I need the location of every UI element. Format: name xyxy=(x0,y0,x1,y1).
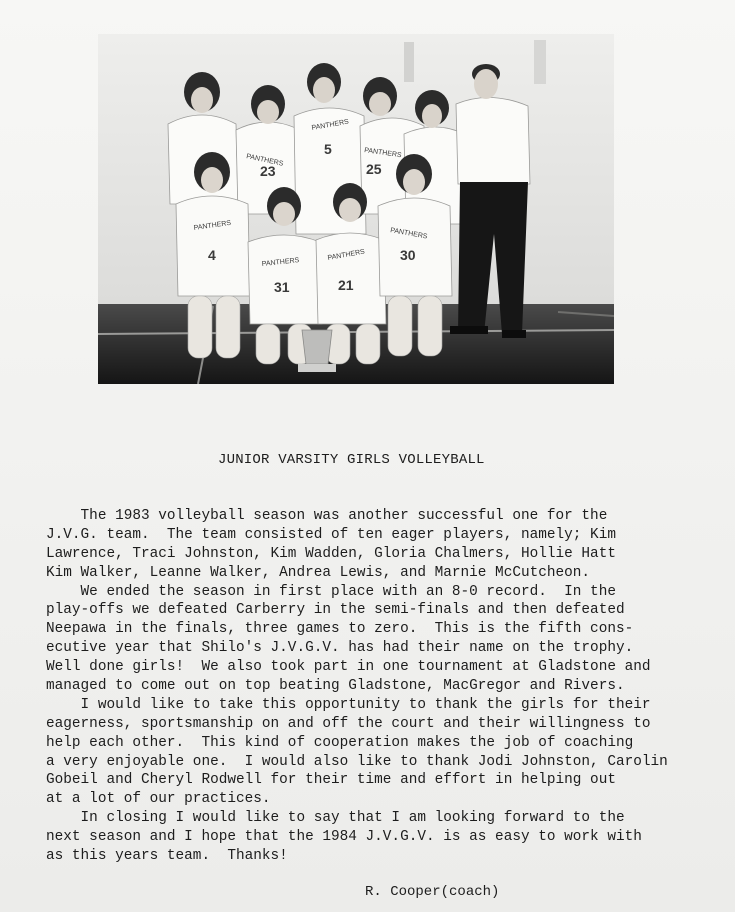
team-photo xyxy=(98,34,614,384)
body-line: help each other. This kind of cooperation makes the job of coaching xyxy=(46,734,634,751)
body-line: In closing I would like to say that I am looking forward to the xyxy=(46,810,625,827)
body-line: eagerness, sportsmanship on and off the court and their willingness to xyxy=(46,715,651,732)
body-line: Gobeil and Cheryl Rodwell for their time and effort in helping out xyxy=(46,772,616,789)
jersey-panthers-6: PANTHERS xyxy=(193,219,232,232)
jersey-number-25: 25 xyxy=(366,161,382,177)
signature: R. Cooper(coach) xyxy=(365,884,500,900)
body-line: We ended the season in first place with an 8-0 record. In the xyxy=(46,583,616,600)
body-line: managed to come out on top beating Gladstone, MacGregor and Rivers. xyxy=(46,678,625,695)
jersey-panthers-8: PANTHERS xyxy=(327,248,366,262)
body-line: at a lot of our practices. xyxy=(46,791,271,808)
article-body xyxy=(46,507,735,866)
body-line: next season and I hope that the 1984 J.V.G.V. is as easy to work with xyxy=(46,829,642,846)
body-line: a very enjoyable one. I would also like to thank Jodi Johnston, Carolin xyxy=(46,753,668,770)
jersey-panthers-9: PANTHERS xyxy=(389,227,428,241)
jersey-number-5: 5 xyxy=(324,141,332,157)
jersey-number-31: 31 xyxy=(274,279,290,295)
jersey-panthers-4: PANTHERS xyxy=(363,147,402,160)
body-line: play-offs we defeated Carberry in the semi-finals and then defeated xyxy=(46,602,625,619)
body-line: The 1983 volleyball season was another successful one for the xyxy=(46,508,608,524)
jersey-number-4: 4 xyxy=(208,247,216,263)
jersey-panthers-3: PANTHERS xyxy=(311,118,350,132)
body-line: Neepawa in the finals, three games to zero. This is the fifth cons- xyxy=(46,621,634,638)
jersey-number-30: 30 xyxy=(400,247,416,263)
jersey-panthers-2: PANTHERS xyxy=(245,153,284,168)
body-line: J.V.G. team. The team consisted of ten eager players, namely; Kim xyxy=(46,526,616,543)
body-line: Well done girls! We also took part in one tournament at Gladstone and xyxy=(46,659,651,676)
body-line: Kim Walker, Leanne Walker, Andrea Lewis, and Marnie McCutcheon. xyxy=(46,564,591,581)
body-line: ecutive year that Shilo's J.V.G.V. has had their name on the trophy. xyxy=(46,640,634,657)
jersey-number-21: 21 xyxy=(338,277,354,293)
jersey-number-23: 23 xyxy=(260,163,276,179)
body-line: Lawrence, Traci Johnston, Kim Wadden, Gloria Chalmers, Hollie Hatt xyxy=(46,545,616,562)
body-line: I would like to take this opportunity to thank the girls for their xyxy=(46,696,651,713)
jersey-panthers-7: PANTHERS xyxy=(261,257,300,268)
article-title: JUNIOR VARSITY GIRLS VOLLEYBALL xyxy=(218,452,485,468)
body-line: as this years team. Thanks! xyxy=(46,848,288,865)
